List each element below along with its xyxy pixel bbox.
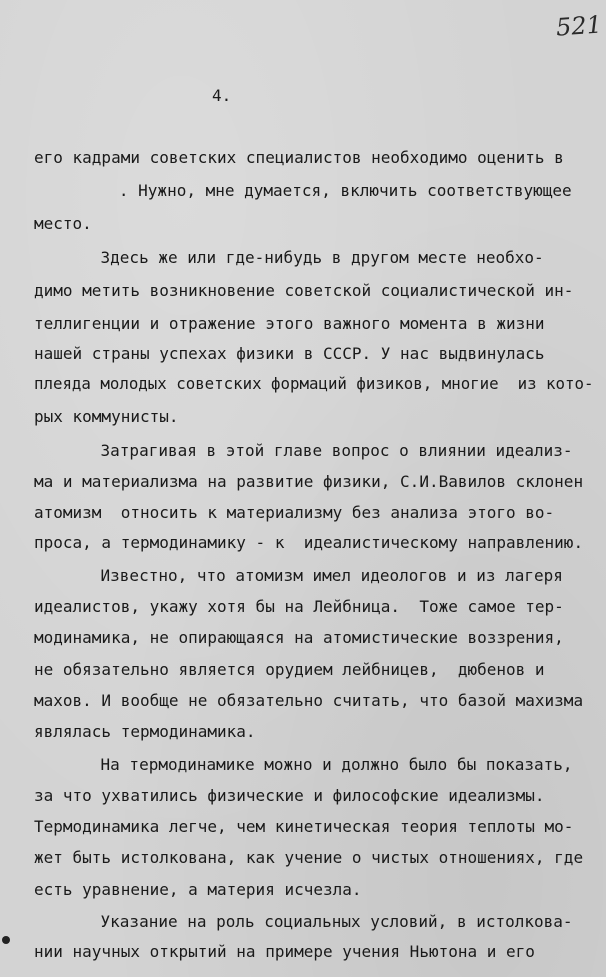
text-line: Известно, что атомизм имел идеологов и из лагеря: [62, 566, 563, 585]
text-line: теллигенции и отражение этого важного момента в жизни: [34, 314, 545, 333]
text-line: за что ухватились физические и философские идеализмы.: [34, 786, 545, 805]
margin-mark-dot: [2, 936, 10, 944]
text-line: Здесь же или где-нибудь в другом месте необхо-: [62, 248, 544, 267]
text-line: являлась термодинамика.: [34, 722, 256, 741]
text-line: модинамика, не опирающаяся на атомистические воззрения,: [34, 628, 564, 647]
text-line: его кадрами советских специалистов необходимо оценить в: [34, 148, 564, 167]
text-line: Термодинамика легче, чем кинетическая теория теплоты мо-: [34, 817, 574, 836]
text-line: махов. И вообще не обязательно считать, что базой махизма: [34, 691, 584, 710]
text-line: . Нужно, мне думается, включить соответствующее: [90, 181, 572, 200]
archive-page-number: 521: [555, 10, 603, 42]
text-line: ма и материализма на развитие физики, С.И.Вавилов склонен: [34, 472, 584, 491]
text-line: На термодинамике можно и должно было бы показать,: [62, 755, 573, 774]
text-line: димо метить возникновение советской социалистической ин-: [34, 281, 574, 300]
text-line: жет быть истолкована, как учение о чистых отношениях, где: [34, 848, 584, 867]
text-line: есть уравнение, а материя исчезла.: [34, 880, 362, 899]
text-line: Указание на роль социальных условий, в истолкова-: [62, 912, 573, 931]
text-line: место.: [34, 214, 92, 233]
text-line: нии научных открытий на примере учения Ньютона и его: [34, 942, 535, 961]
text-line: не обязательно является орудием лейбницев, дюбенов и: [34, 660, 545, 679]
text-line: проса, а термодинамику - к идеалистическому направлению.: [34, 533, 584, 552]
text-line: идеалистов, укажу хотя бы на Лейбница. Тоже самое тер-: [34, 597, 564, 616]
text-line: атомизм относить к материализму без анализа этого во-: [34, 503, 555, 522]
text-line: нашей страны успехах физики в СССР. У нас выдвинулась: [34, 344, 545, 363]
page-number: 4.: [212, 86, 232, 105]
text-line: рых коммунисты.: [34, 407, 179, 426]
text-line: плеяда молодых советских формаций физиков, многие из кото-: [34, 374, 594, 393]
text-line: Затрагивая в этой главе вопрос о влиянии идеализ-: [62, 441, 573, 460]
